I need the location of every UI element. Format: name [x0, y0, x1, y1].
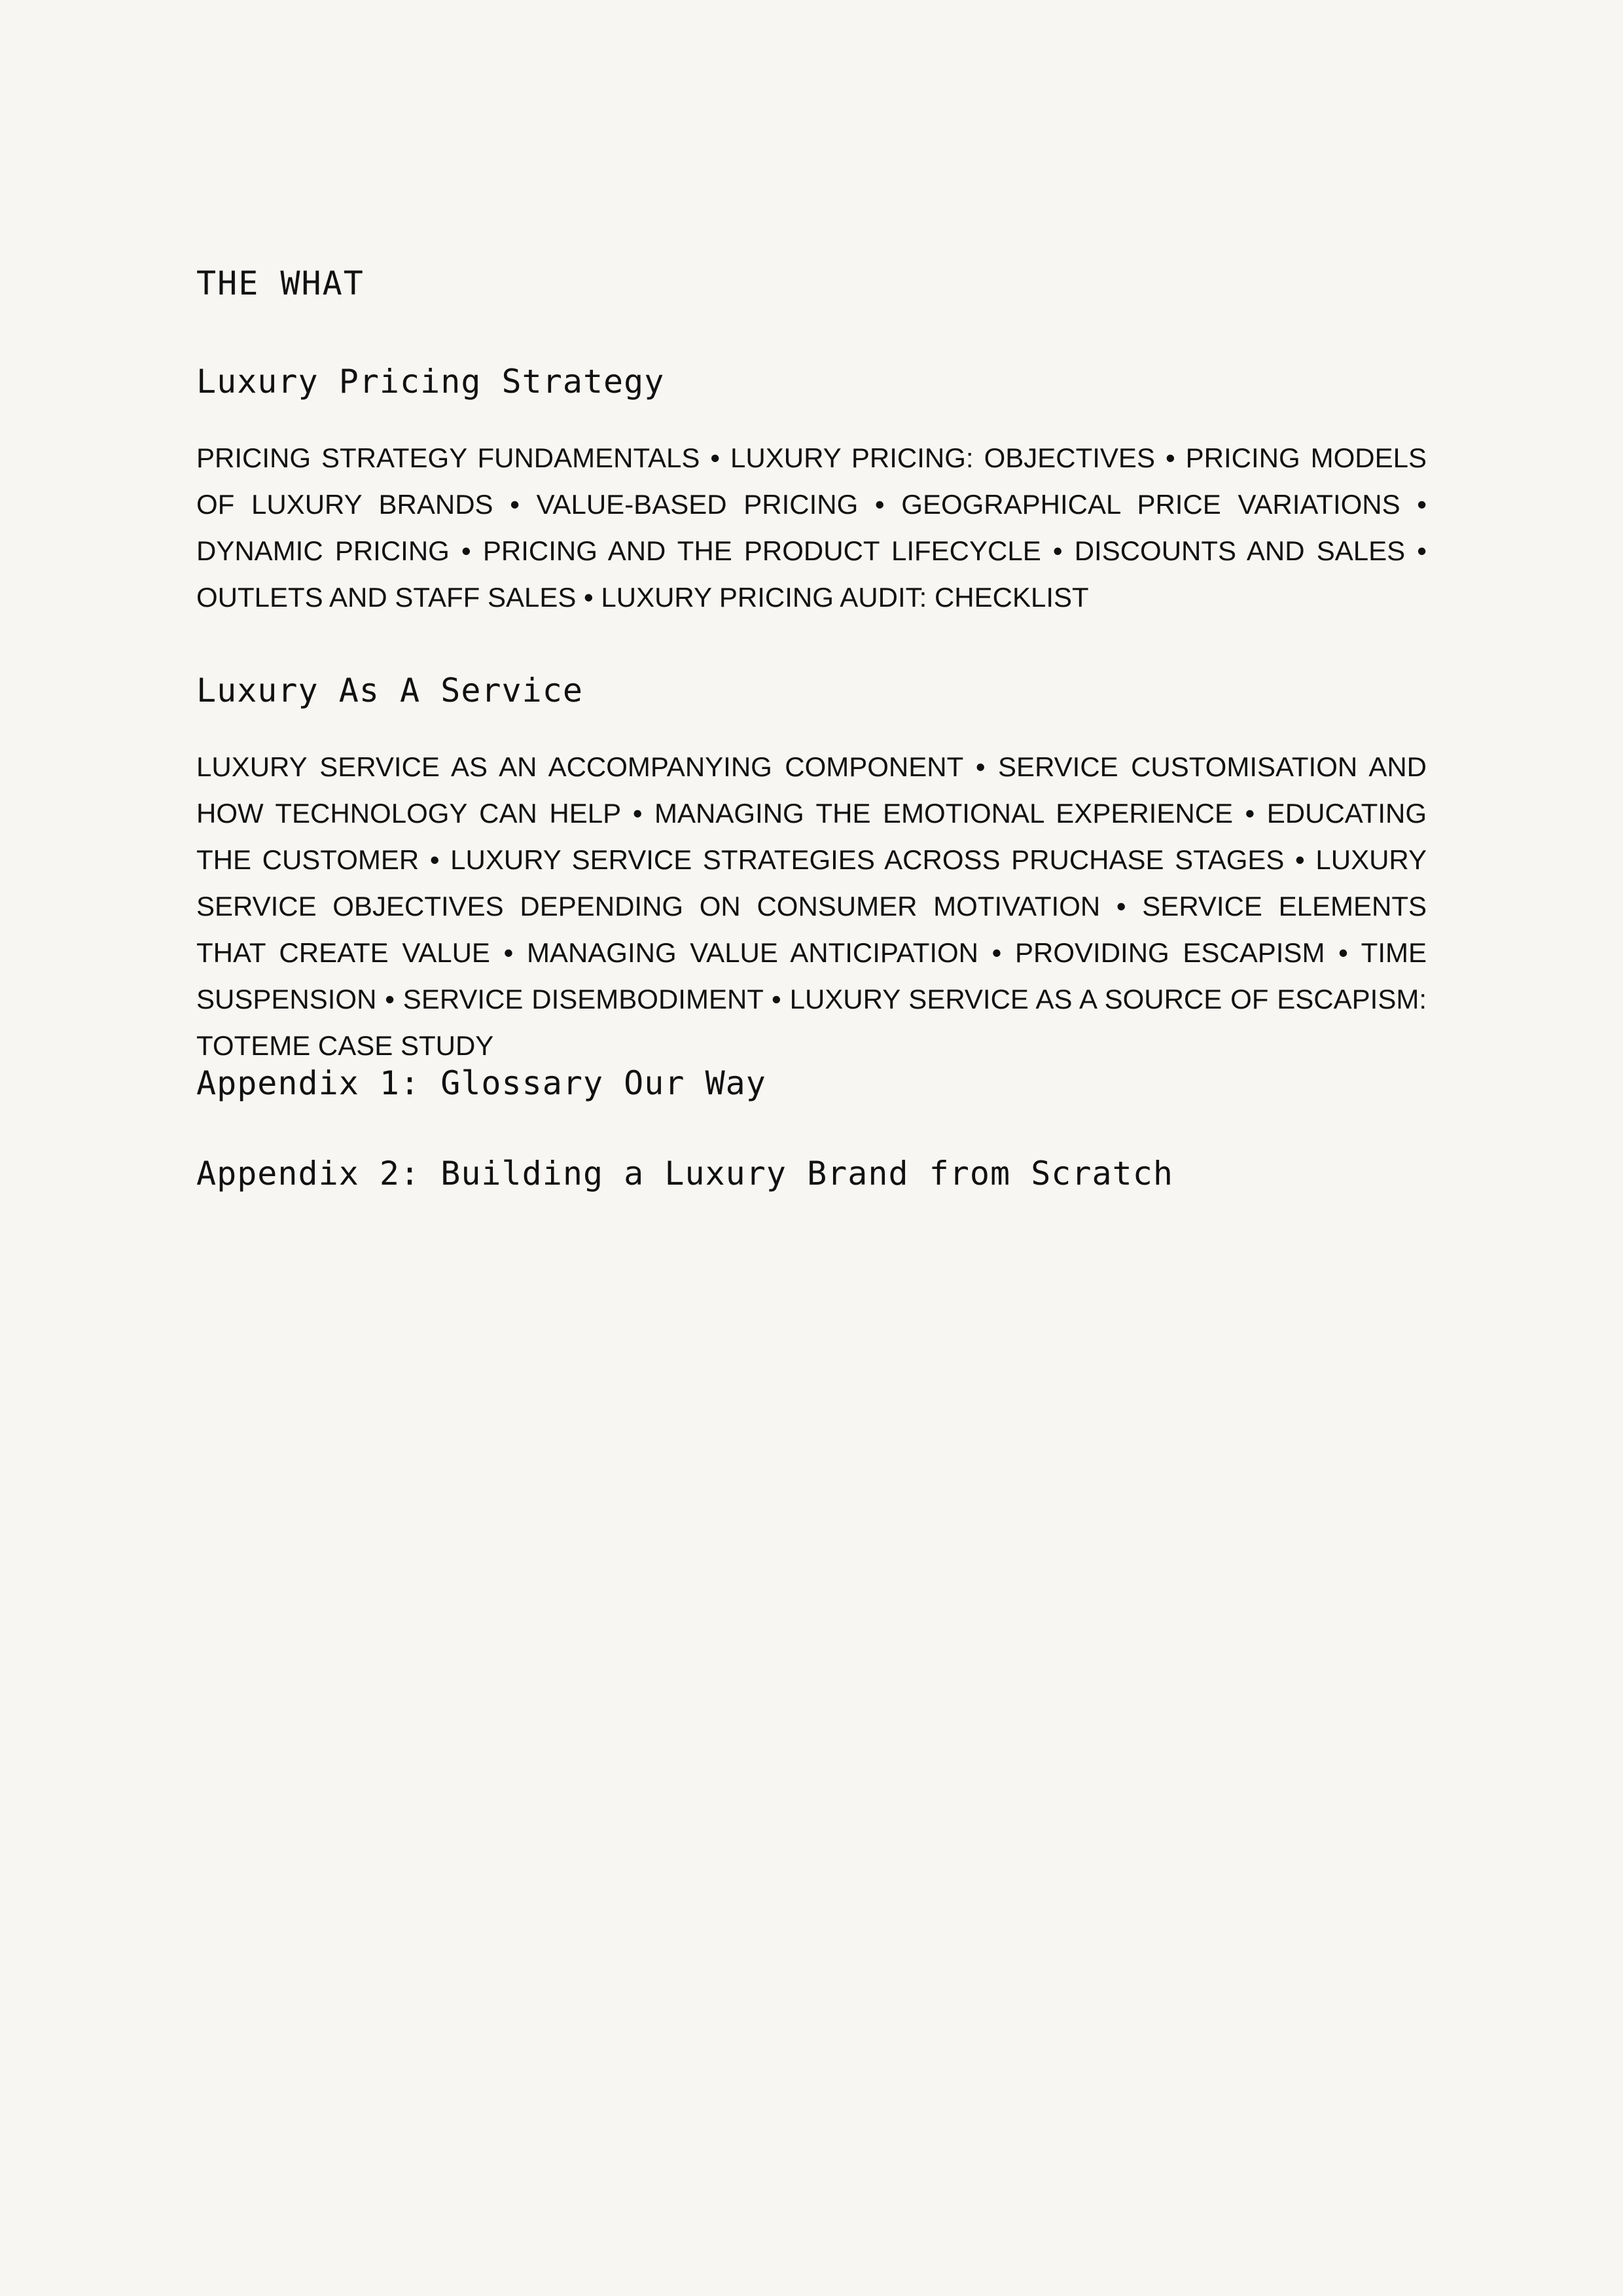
appendix-2-heading: Appendix 2: Building a Luxury Brand from Scratch: [196, 1155, 1173, 1193]
topics-luxury-as-a-service: LUXURY SERVICE AS AN ACCOMPANYING COMPONENT • SERVICE CUSTOMISATION AND HOW TECHNOLOGY CAN HELP • MANAGING THE EMOTIONAL EXPERIENCE • EDUCATING THE CUSTOMER • LUXURY SERVICE STRATEGIES ACROSS PRUCHASE STAGES • LUXURY SERVICE OBJECTIVES DEPENDING ON CONSUMER MOTIVATION • SERVICE ELEMENTS THAT CREATE VALUE • MANAGING VALUE ANTICIPATION • PROVIDING ESCAPISM • TIME SUSPENSION • SERVICE DISEMBODIMENT • LUXURY SERVICE AS A SOURCE OF ESCAPISM: TOTEME CASE STUDY: [196, 751, 1427, 1061]
section-label: THE WHAT: [196, 264, 365, 302]
topics-luxury-pricing-strategy: PRICING STRATEGY FUNDAMENTALS • LUXURY PRICING: OBJECTIVES • PRICING MODELS OF LUXURY BRANDS • VALUE-BASED PRICING • GEOGRAPHICAL PRICE VARIATIONS • DYNAMIC PRICING • PRICING AND THE PRODUCT LIFECYCLE • DISCOUNTS AND SALES • OUTLETS AND STAFF SALES • LUXURY PRICING AUDIT: CHECKLIST: [196, 442, 1427, 613]
heading-luxury-pricing-strategy: Luxury Pricing Strategy: [196, 363, 665, 401]
appendix-1-heading: Appendix 1: Glossary Our Way: [196, 1064, 766, 1102]
heading-luxury-as-a-service: Luxury As A Service: [196, 672, 583, 709]
